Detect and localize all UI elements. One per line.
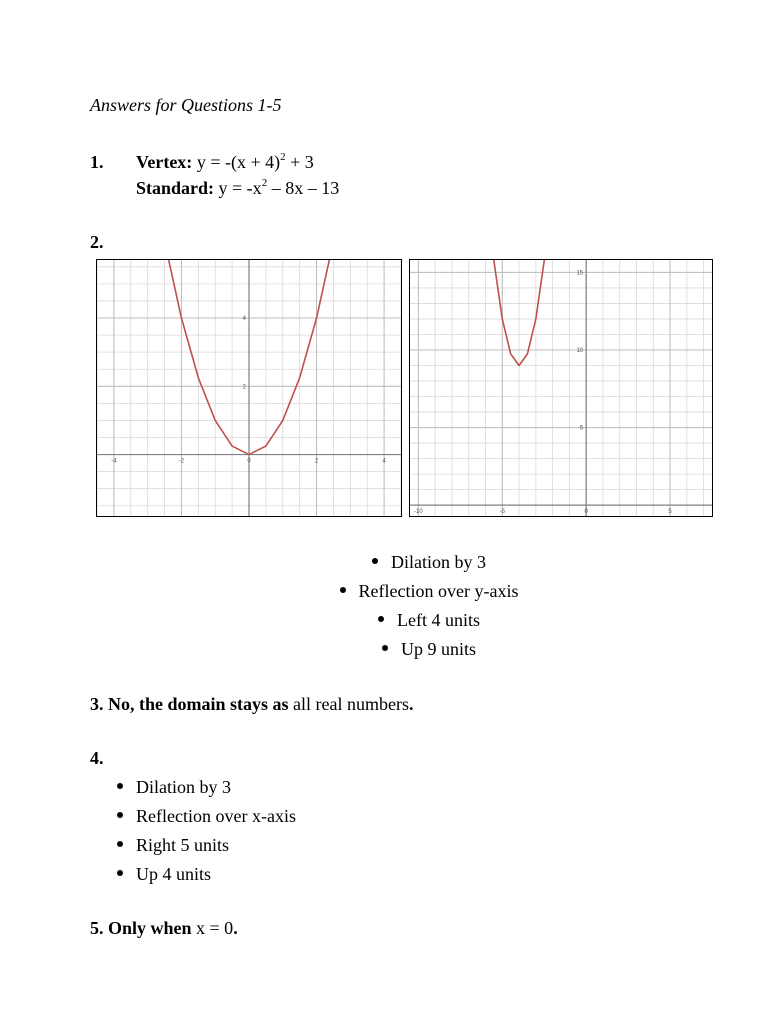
standard-equation: $y = -x^2 - 8x - 13$ [218, 177, 340, 198]
list-item: Reflection over x-axis [117, 805, 296, 834]
q5-answer: 5. Only when x = 0. [90, 918, 238, 938]
q1-number: 1. [90, 152, 104, 172]
list-item: Left 4 units [0, 609, 768, 638]
x-tick-label: 2 [314, 458, 319, 465]
x-tick-label: -2 [178, 458, 185, 465]
x-tick-label: -4 [111, 458, 117, 465]
x-tick-label: 0 [247, 458, 251, 465]
vertex-equation: $y = -(x + 4)^2 + 3$ [196, 151, 314, 172]
list-item: Dilation by 3 [0, 551, 768, 580]
bullet-icon [382, 645, 388, 651]
page-title: Answers for Questions 1-5 [90, 95, 282, 115]
bullet-icon [340, 587, 346, 593]
list-item: Reflection over y-axis [0, 580, 768, 609]
graph-transformed-svg [410, 260, 712, 516]
bullet-icon [372, 558, 378, 564]
bullet-icon [117, 870, 123, 876]
graph-parent-svg [97, 260, 401, 516]
q3-answer: 3. No, the domain stays as all real numbers. [90, 694, 414, 714]
x-tick-label: 4 [382, 458, 386, 465]
vertex-label: Vertex: [136, 152, 193, 172]
y-tick-label: 5 [579, 425, 584, 432]
q4-bullet-list [117, 776, 296, 892]
y-tick-label: 10 [576, 347, 584, 354]
q1-standard-line [136, 177, 339, 199]
list-item: Up 9 units [0, 638, 768, 667]
q4-number: 4. [90, 748, 104, 768]
x-tick-label: 0 [584, 509, 588, 516]
q2-number: 2. [90, 232, 104, 252]
bullet-icon [117, 841, 123, 847]
list-item: Dilation by 3 [117, 776, 296, 805]
q1-vertex-line [136, 151, 314, 173]
graph-transformed-function [409, 259, 713, 517]
graph-parent-function [96, 259, 402, 517]
bullet-icon [117, 812, 123, 818]
bullet-icon [378, 616, 384, 622]
list-item: Up 4 units [117, 863, 296, 892]
y-tick-label: 2 [242, 384, 246, 391]
bullet-icon [117, 783, 123, 789]
list-item: Right 5 units [117, 834, 296, 863]
x-tick-label: -5 [499, 509, 505, 516]
x-tick-label: -10 [414, 509, 423, 516]
x-tick-label: 5 [668, 509, 672, 516]
standard-label: Standard: [136, 178, 215, 198]
y-tick-label: 15 [576, 270, 584, 277]
y-tick-label: 4 [242, 316, 246, 323]
q2-bullet-list [0, 551, 768, 667]
